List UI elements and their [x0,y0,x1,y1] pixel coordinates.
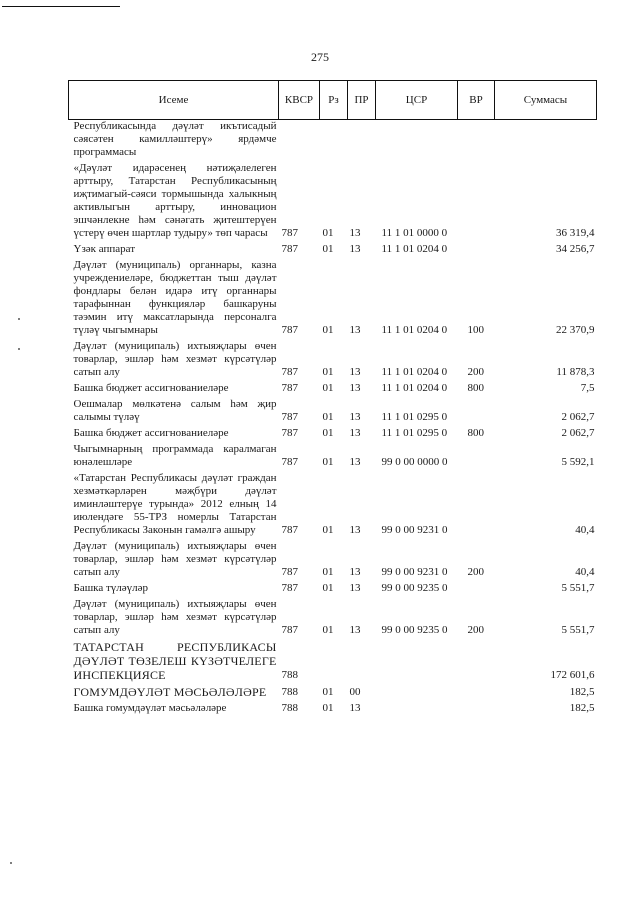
cell-rz: 01 [322,686,334,698]
header-name: Исеме [69,81,279,120]
cell-kvsr: 788 [281,686,298,698]
cell-name: Дәүләт (муниципаль) ихтыяҗлары өчен товарлар, эшләр һәм хезмәт күрсәтүләр сатып алу [73,598,277,636]
cell-pr [348,637,376,682]
table-row [69,424,597,440]
cell-rz: 01 [322,582,334,594]
cell-csr [376,120,458,160]
cell-csr: 99 0 00 9231 0 [381,566,448,578]
cell-pr: 13 [349,227,361,239]
cell-csr: 99 0 00 9231 0 [381,524,448,536]
table-row [69,699,597,715]
cell-sum: 172 601,6 [550,669,595,681]
cell-csr [376,699,458,715]
cell-csr: 11 1 01 0000 0 [381,227,448,239]
cell-kvsr: 787 [281,324,298,336]
cell-vr: 800 [467,382,484,394]
cell-pr: 00 [349,686,361,698]
scan-speck [10,862,12,864]
cell-vr: 200 [467,366,484,378]
cell-sum: 11 878,3 [556,366,595,378]
cell-rz: 01 [322,227,334,239]
cell-kvsr: 787 [281,382,298,394]
cell-pr: 13 [349,524,361,536]
cell-pr: 13 [349,566,361,578]
cell-name: ГОМУМДӘҮЛӘТ МӘСЬӘЛӘЛӘРЕ [73,685,267,699]
table-row [69,395,597,424]
cell-rz: 01 [322,324,334,336]
cell-sum: 22 370,9 [556,324,595,336]
cell-sum: 182,5 [569,702,595,714]
cell-sum: 40,4 [575,524,595,536]
cell-csr [376,637,458,682]
table-row [69,120,597,160]
cell-sum: 2 062,7 [561,427,595,439]
header-vr: ВР [458,81,495,120]
table-row [69,579,597,595]
cell-csr: 99 0 00 9235 0 [381,624,448,636]
cell-csr: 11 1 01 0295 0 [381,427,448,439]
cell-vr [458,682,495,699]
header-rz: Рз [320,81,348,120]
cell-pr: 13 [349,366,361,378]
cell-kvsr: 788 [281,669,298,681]
cell-name: «Татарстан Республикасы дәүләт граждан хезмәткәрләрен мәҗбүри дәүләт иминләштерүе турында» 2012 елның 14 июлендәге 55-ТРЗ номерлы Татарстан Республикасы Законын гамәлгә ашыру [73,472,277,536]
cell-csr [376,682,458,699]
cell-pr: 13 [349,382,361,394]
table-row [69,637,597,682]
cell-csr: 11 1 01 0204 0 [381,324,448,336]
cell-name: Республикасында дәүләт икътисадый сәясәтен камилләштерү» ярдәмче программасы [73,120,277,158]
table-body [69,120,597,716]
cell-sum: 2 062,7 [561,411,595,423]
cell-sum: 40,4 [575,566,595,578]
cell-sum: 34 256,7 [556,243,595,255]
cell-vr [458,159,495,240]
top-rule [2,6,120,7]
table-row [69,440,597,469]
cell-kvsr: 787 [281,411,298,423]
table-row [69,337,597,379]
cell-vr [458,579,495,595]
cell-kvsr: 787 [281,624,298,636]
cell-name: Башка гомумдәүләт мәсьәләләре [73,702,227,714]
cell-vr: 800 [467,427,484,439]
table-row [69,379,597,395]
cell-kvsr: 787 [281,243,298,255]
table-row [69,256,597,337]
scan-speck [18,318,20,320]
cell-pr: 13 [349,624,361,636]
budget-table [68,80,597,715]
cell-rz: 01 [322,427,334,439]
cell-kvsr: 787 [281,227,298,239]
cell-vr: 100 [467,324,484,336]
table-row [69,595,597,637]
table-row [69,682,597,699]
cell-vr [458,469,495,537]
header-csr: ЦСР [376,81,458,120]
cell-sum: 5 551,7 [561,624,595,636]
cell-vr: 200 [467,624,484,636]
cell-pr: 13 [349,411,361,423]
cell-sum: 36 319,4 [556,227,595,239]
cell-kvsr: 787 [281,366,298,378]
cell-name: Оешмалар мөлкәтенә салым һәм җир салымы түләү [73,398,277,423]
cell-kvsr: 787 [281,566,298,578]
cell-rz: 01 [322,702,334,714]
cell-csr: 11 1 01 0295 0 [381,411,448,423]
cell-kvsr: 787 [281,427,298,439]
cell-name: Башка түләүләр [73,582,149,594]
cell-pr: 13 [349,582,361,594]
cell-vr [458,440,495,469]
cell-csr: 99 0 00 9235 0 [381,582,448,594]
scan-speck [18,348,20,350]
cell-sum [495,120,597,160]
cell-name: Үзәк аппарат [73,243,136,255]
cell-pr: 13 [349,324,361,336]
cell-csr: 11 1 01 0204 0 [381,243,448,255]
cell-kvsr: 787 [281,582,298,594]
cell-vr [458,637,495,682]
cell-rz: 01 [322,411,334,423]
cell-vr [458,395,495,424]
cell-rz: 01 [322,366,334,378]
cell-kvsr: 787 [281,524,298,536]
header-kvsr: КВСР [279,81,320,120]
cell-sum: 7,5 [580,382,595,394]
cell-csr: 11 1 01 0204 0 [381,366,448,378]
cell-rz [320,120,348,160]
cell-name: Башка бюджет ассигнованиеләре [73,427,229,439]
cell-pr: 13 [349,427,361,439]
cell-vr [458,240,495,256]
cell-pr: 13 [349,702,361,714]
cell-vr [458,699,495,715]
cell-sum: 5 551,7 [561,582,595,594]
cell-name: «Дәүләт идарәсенең нәтиҗәлелеген арттыру, Татарстан Республикасының иҗтимагый-сәяси тормышында халыкның активлыгын арттыру, инновацион эшчәнлекне һәм сәнәгать җитештерүен үстерү өчен шартлар тудыру» төп чарасы [73,162,277,239]
cell-csr: 11 1 01 0204 0 [381,382,448,394]
cell-rz: 01 [322,566,334,578]
cell-kvsr: 788 [281,702,298,714]
table-row [69,469,597,537]
cell-pr: 13 [349,243,361,255]
cell-name: Дәүләт (муниципаль) ихтыяҗлары өчен товарлар, эшләр һәм хезмәт күрсәтүләр сатып алу [73,540,277,578]
cell-csr: 99 0 00 0000 0 [381,456,448,468]
header-pr: ПР [348,81,376,120]
cell-kvsr [279,120,320,160]
cell-pr [348,120,376,160]
cell-name: Чыгымнарның программада каралмаган юнәлешләре [73,443,277,468]
header-sum: Суммасы [495,81,597,120]
cell-sum: 182,5 [569,686,595,698]
table-row [69,159,597,240]
cell-rz: 01 [322,382,334,394]
cell-name: ТАТАРСТАН РЕСПУБЛИКАСЫ ДӘҮЛӘТ ТӨЗЕЛЕШ КҮЗӘТЧЕЛЕГЕ ИНСПЕКЦИЯСЕ [73,640,277,682]
cell-pr: 13 [349,456,361,468]
cell-rz: 01 [322,524,334,536]
cell-rz: 01 [322,243,334,255]
cell-vr: 200 [467,566,484,578]
cell-name: Дәүләт (муниципаль) органнары, казна учреждениеләре, бюджеттан тыш дәүләт фондлары белән идарә итү органнары тарафыннан функцияләр башкаруны тәэмин итү максатларында персоналга түләү чыгымнары [73,259,277,336]
cell-name: Дәүләт (муниципаль) ихтыяҗлары өчен товарлар, эшләр һәм хезмәт күрсәтүләр сатып алу [73,340,277,378]
cell-vr [458,120,495,160]
cell-name: Башка бюджет ассигнованиеләре [73,382,229,394]
page-number: 275 [311,50,329,64]
cell-rz [320,637,348,682]
cell-sum: 5 592,1 [561,456,595,468]
table-row [69,537,597,579]
cell-rz: 01 [322,456,334,468]
table-header [69,81,597,120]
table-row [69,240,597,256]
cell-kvsr: 787 [281,456,298,468]
cell-rz: 01 [322,624,334,636]
